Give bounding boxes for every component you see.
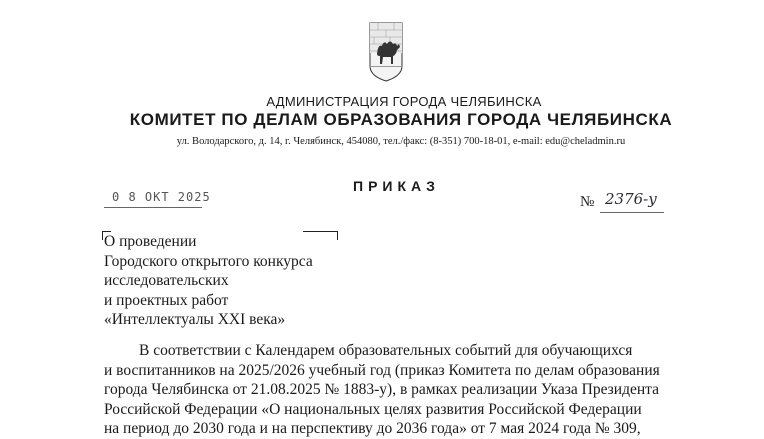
subject-line: исследовательских: [104, 272, 229, 289]
order-number-label: №: [580, 194, 595, 210]
subject-line: Городского открытого конкурса: [104, 252, 313, 270]
order-title: ПРИКАЗ: [353, 178, 440, 194]
order-body: [104, 341, 684, 439]
committee-name: КОМИТЕТ ПО ДЕЛАМ ОБРАЗОВАНИЯ ГОРОДА ЧЕЛЯБИНСКА: [129, 110, 673, 129]
order-subject: [104, 232, 313, 330]
order-number: 2376-у: [605, 190, 657, 208]
body-line: города Челябинска от 21.08.2025 № 1883-у), в рамках реализации Указа Президента: [104, 381, 660, 398]
body-line: В соответствии с Календарем образовательных событий для обучающихся: [139, 342, 633, 359]
number-underline: [600, 212, 664, 213]
date-underline: [104, 207, 202, 208]
subject-line: и проектных работ: [104, 291, 229, 309]
body-line: и воспитанников на 2025/2026 учебный год (приказ Комитета по делам образования: [104, 361, 660, 379]
subject-line: О проведении: [104, 233, 197, 250]
order-date-stamp: 0 8 ОКТ 2025: [112, 190, 211, 204]
subject-line: «Интеллектуалы XXI века»: [104, 311, 286, 328]
body-line: на период до 2030 года и на перспективу до 2036 года» от 7 мая 2024 года № 309,: [104, 420, 641, 437]
committee-address: ул. Володарского, д. 14, г. Челябинск, 454080, тел./факс: (8-351) 700-18-01, e-mail: edu@cheladmin.ru: [176, 136, 626, 147]
chelyabinsk-coat-of-arms-camel-icon: [369, 22, 403, 82]
body-line: Российской Федерации «О национальных целях развития Российской Федерации: [104, 400, 642, 418]
administration-name: АДМИНИСТРАЦИЯ ГОРОДА ЧЕЛЯБИНСКА: [266, 94, 542, 109]
